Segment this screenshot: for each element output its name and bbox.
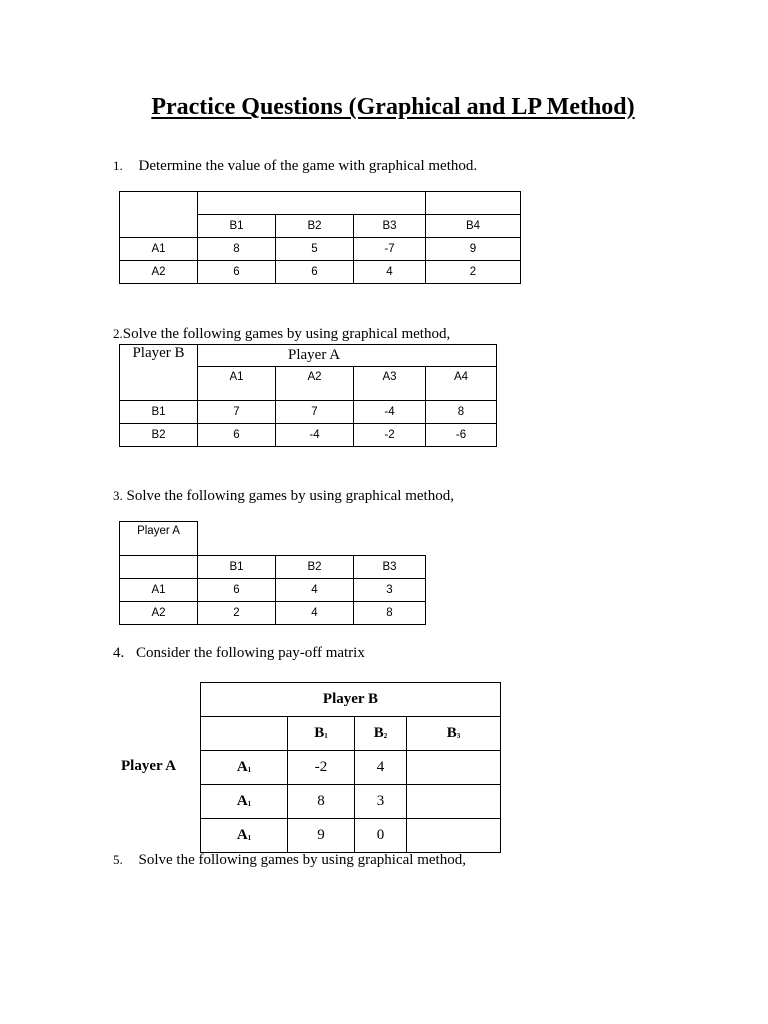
table-cell: 2 <box>198 602 276 625</box>
table-cell: 8 <box>426 401 497 424</box>
table-cell: 4 <box>354 261 426 284</box>
question-2-text: Solve the following games by using graphical method, <box>122 326 451 342</box>
table-cell: 3 <box>354 579 426 602</box>
table-cell: 0 <box>355 819 407 853</box>
row-label: $A_1$ <box>201 819 288 853</box>
question-3 <box>113 488 454 505</box>
table-row <box>201 785 501 819</box>
question-1-number: 1. <box>113 158 123 173</box>
column-header: B3 <box>354 215 426 238</box>
question-4-text: Consider the following pay-off matrix <box>136 645 365 661</box>
question-1 <box>113 158 477 175</box>
table-row <box>120 238 521 261</box>
table-cell: 6 <box>198 424 276 447</box>
table-cell: -6 <box>426 424 497 447</box>
question-5-number: 5. <box>113 852 123 867</box>
table-cell: -2 <box>288 751 355 785</box>
table-header-cell <box>426 192 521 215</box>
question-3-text: Solve the following games by using graphical method, <box>126 488 454 504</box>
table-cell: -2 <box>354 424 426 447</box>
question-3-number: 3. <box>113 488 123 503</box>
table-row <box>120 602 426 625</box>
table-cell: 4 <box>276 579 354 602</box>
column-header: B3 <box>354 556 426 579</box>
table-row <box>201 819 501 853</box>
table-cell: 6 <box>198 261 276 284</box>
side-label-player-a: Player A <box>121 758 177 774</box>
table-corner-cell <box>120 522 198 556</box>
question-4 <box>113 645 365 662</box>
row-label: $A_1$ <box>201 785 288 819</box>
table-cell: -4 <box>276 424 354 447</box>
table-cell <box>407 751 501 785</box>
table-cell: 7 <box>276 401 354 424</box>
table-cell: -4 <box>354 401 426 424</box>
q2-payoff-table <box>119 344 497 447</box>
row-label: A2 <box>120 261 198 284</box>
corner-label: Player A <box>137 525 180 537</box>
column-header: B4 <box>426 215 521 238</box>
table-cell: 8 <box>198 238 276 261</box>
table-blank-cell <box>120 556 198 579</box>
table-cell: 5 <box>276 238 354 261</box>
question-4-number: 4. <box>113 645 125 661</box>
q4-payoff-table <box>200 682 501 853</box>
column-header: A2 <box>276 367 354 401</box>
table-row <box>120 261 521 284</box>
row-label: A1 <box>120 238 198 261</box>
row-label: A1 <box>120 579 198 602</box>
column-header: A3 <box>354 367 426 401</box>
table-corner-cell <box>120 345 198 401</box>
row-label: A2 <box>120 602 198 625</box>
row-label: B1 <box>120 401 198 424</box>
table-header-cell <box>198 192 426 215</box>
table-header-cell: Player A <box>198 345 497 367</box>
table-cell: 8 <box>288 785 355 819</box>
table-blank-cell <box>201 717 288 751</box>
table-row <box>201 751 501 785</box>
q1-payoff-table <box>119 191 521 284</box>
column-header: B1 <box>198 556 276 579</box>
row-label: B2 <box>120 424 198 447</box>
column-header: B2 <box>276 215 354 238</box>
question-5-text: Solve the following games by using graphical method, <box>138 852 466 868</box>
column-header: A1 <box>198 367 276 401</box>
question-2-number: 2. <box>113 326 123 341</box>
table-cell: 6 <box>198 579 276 602</box>
table-header-cell: Player B <box>201 683 501 717</box>
q3-payoff-table <box>119 521 426 625</box>
table-blank-cell <box>198 522 426 556</box>
table-row <box>120 401 497 424</box>
table-cell: 4 <box>276 602 354 625</box>
table-cell: 7 <box>198 401 276 424</box>
table-cell: -7 <box>354 238 426 261</box>
table-cell: 9 <box>288 819 355 853</box>
table-row <box>120 424 497 447</box>
table-cell <box>407 819 501 853</box>
table-cell: 2 <box>426 261 521 284</box>
question-1-text: Determine the value of the game with graphical method. <box>138 158 478 174</box>
column-header: B1 <box>198 215 276 238</box>
table-cell: 6 <box>276 261 354 284</box>
table-corner-cell <box>120 192 198 238</box>
column-header: $B_3$ <box>407 717 501 751</box>
column-header: B2 <box>276 556 354 579</box>
table-cell: 9 <box>426 238 521 261</box>
table-cell: 4 <box>355 751 407 785</box>
table-cell: 8 <box>354 602 426 625</box>
column-header: A4 <box>426 367 497 401</box>
column-header: $B_1$ <box>288 717 355 751</box>
question-2 <box>113 326 450 343</box>
table-row <box>120 579 426 602</box>
column-header: $B_2$ <box>355 717 407 751</box>
table-cell: 3 <box>355 785 407 819</box>
corner-label: Player B <box>132 345 185 361</box>
question-5 <box>113 852 466 869</box>
row-label: $A_1$ <box>201 751 288 785</box>
table-cell <box>407 785 501 819</box>
page-title: Practice Questions (Graphical and LP Method) <box>151 94 635 120</box>
